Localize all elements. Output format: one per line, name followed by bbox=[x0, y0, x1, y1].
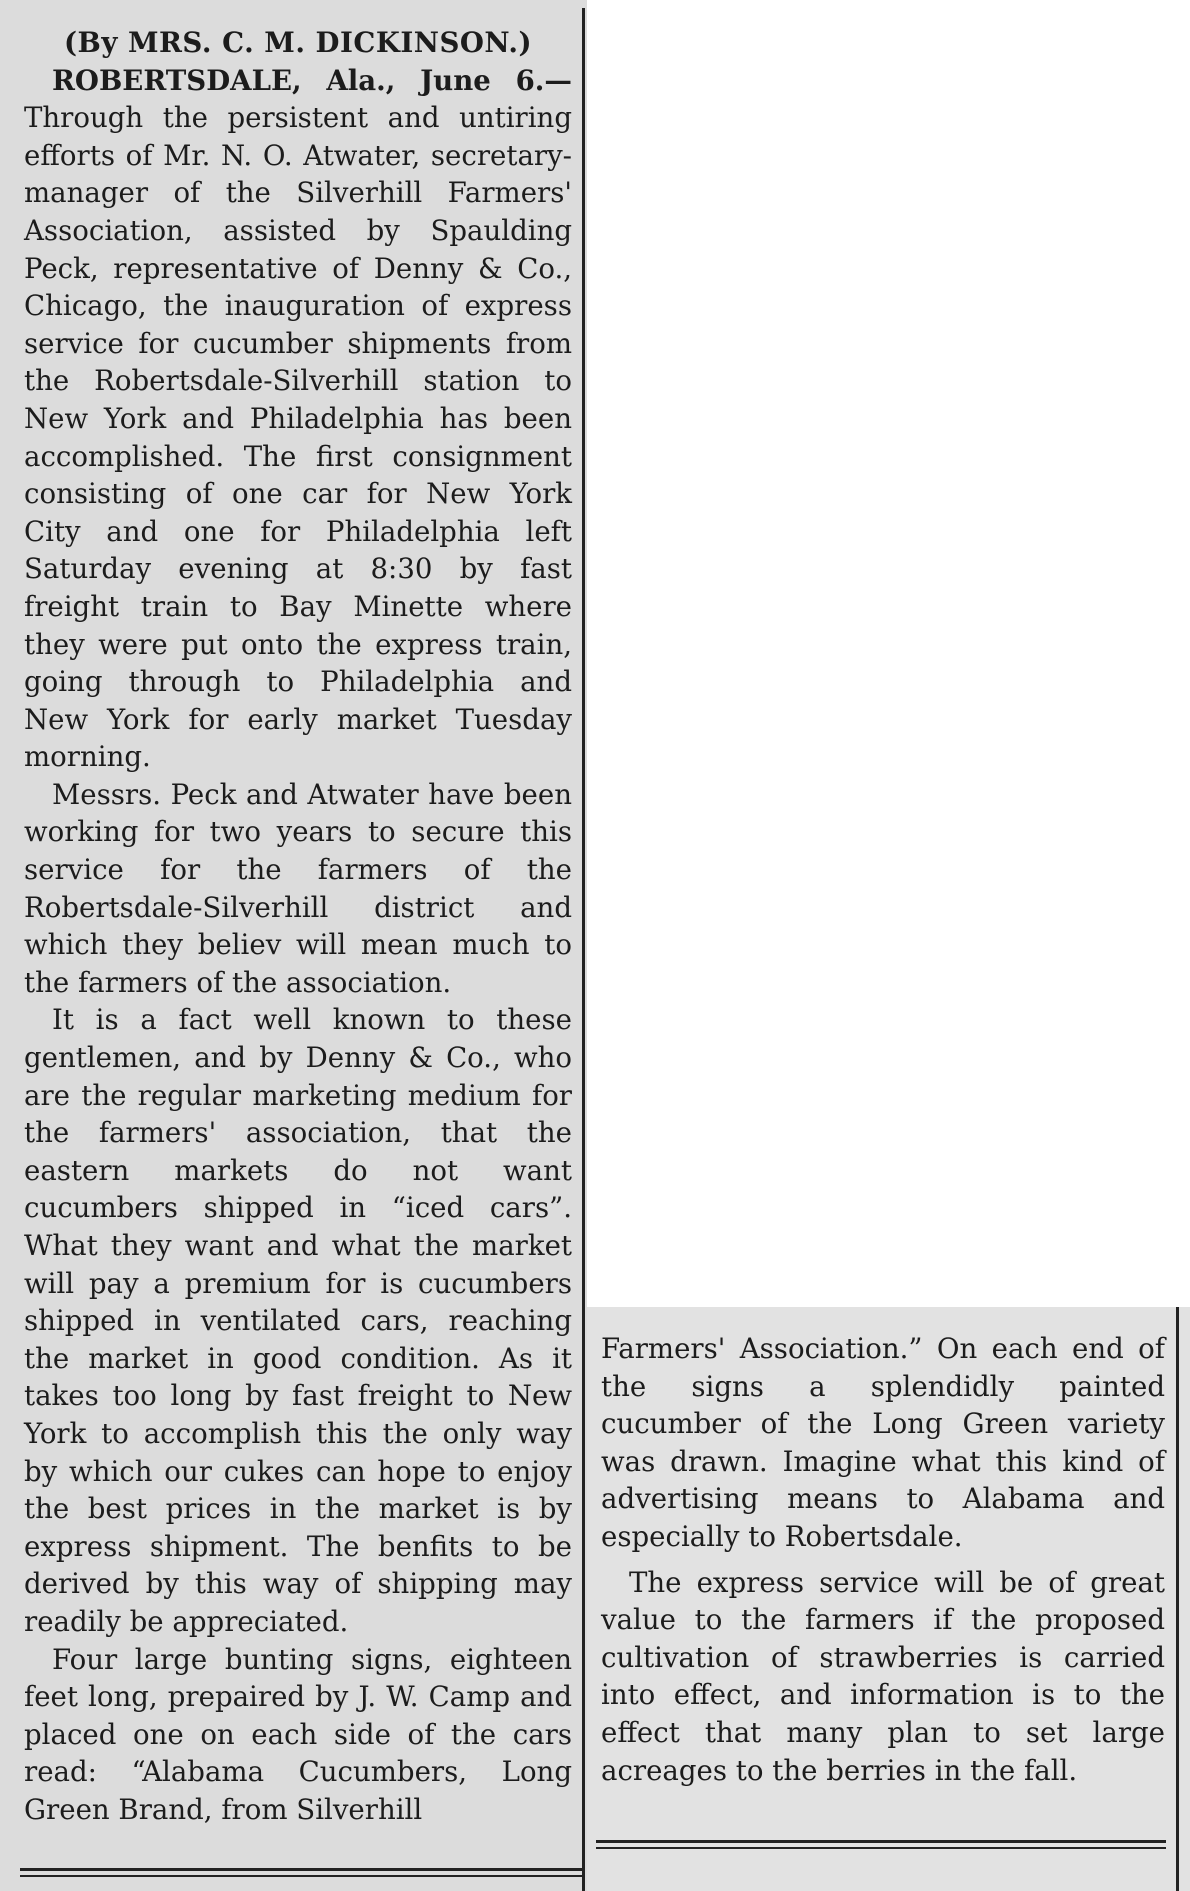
article-dateline: ROBERTSDALE, Ala., June 6.— bbox=[52, 63, 572, 97]
article-continuation-column bbox=[601, 1330, 1165, 1789]
continuation-paragraph-2: The express service will be of great value to the farmers if the proposed cultivation of strawberries is carried into effect, and information is to the effect that many plan to set large acreages to the berries in the fall. bbox=[601, 1565, 1165, 1787]
article-paragraph-1 bbox=[24, 62, 572, 776]
article-paragraph-2: Messrs. Peck and Atwater have been working for two years to secure this service for the farmers of the Robertsdale-Silverhill district and which they believ will mean much to the farmers of the association. bbox=[24, 777, 572, 999]
column-rule-left bbox=[582, 8, 585, 1891]
bottom-rule-left bbox=[20, 1868, 582, 1871]
article-paragraph-3: It is a fact well known to these gentlemen, and by Denny & Co., who are the regular marketing medium for the farmers' association, that the eastern markets do not want cucumbers shipped in “iced cars”. What they want and what the market will pay a premium for is cucumbers shipped in ventilated cars, reaching the market in good condition. As it takes too long by fast freight to New York to accomplish this the only way by which our cukes can hope to enjoy the best prices in the market is by express shipment. The benfits to be derived by this way of shipping may readily be appreciated. bbox=[24, 1003, 572, 1638]
continuation-paragraph-1: Farmers' Association.” On each end of the signs a splendidly painted cucumber of the Long Green variety was drawn. Imagine what this kind of advertising means to Alabama and especially to Robertsdale. bbox=[601, 1332, 1165, 1553]
article-paragraph-4: Four large bunting signs, eighteen feet long, prepaired by J. W. Camp and placed one on each side of the cars read: “Alabama Cucumbers, Long Green Brand, from Silverhill bbox=[24, 1642, 572, 1826]
article-main-column bbox=[24, 24, 572, 1829]
column-rule-right bbox=[1176, 1307, 1179, 1891]
bottom-rule-right bbox=[596, 1840, 1166, 1843]
bottom-rule-right-2 bbox=[596, 1847, 1166, 1849]
article-byline: (By MRS. C. M. DICKINSON.) bbox=[63, 26, 533, 59]
bottom-rule-left-2 bbox=[20, 1875, 582, 1877]
article-paragraph-1-text: Through the persistent and untiring efforts of Mr. N. O. Atwater, secretary-manager of the Silverhill Farmers' Association, assisted by Spaulding Peck, representative of Denny & Co., Chicago, the inauguration of express service for cucumber shipments from the Robertsdale-Silverhill station to New York and Philadelphia has been accomplished. The first consignment consisting of one car for New York City and one for Philadelphia left Saturday evening at 8:30 by fast freight train to Bay Minette where they were put onto the express train, going through to Philadelphia and New York for early market Tuesday morning. bbox=[24, 101, 572, 774]
